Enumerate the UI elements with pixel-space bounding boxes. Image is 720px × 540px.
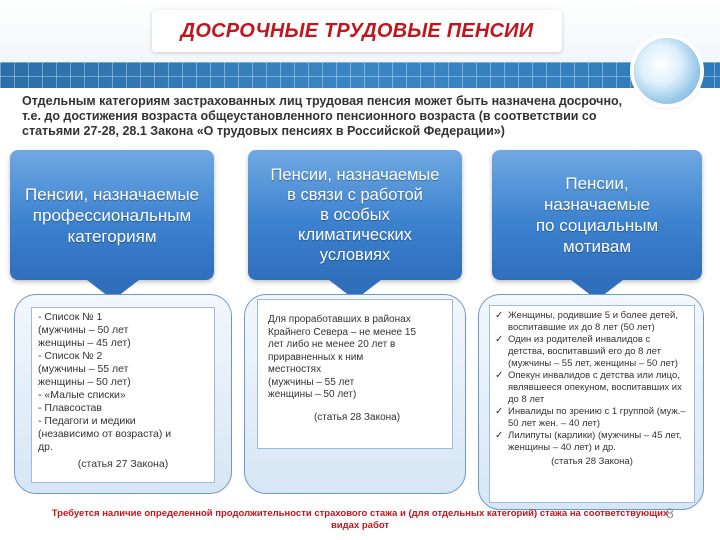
- law-reference: (статья 28 Закона): [551, 456, 633, 467]
- list-item: женщины – 50 лет): [268, 389, 357, 400]
- intro-line: Отдельным категориям застрахованных лиц трудовая пенсия может быть назначена досрочно,: [22, 94, 623, 108]
- list-item: - «Малые списки»: [38, 389, 126, 401]
- page-number: 8: [666, 505, 674, 521]
- list-item-text: Опекун инвалидов с детства или лицо, являвшееся опекуном, воспитавших их до 8 лет: [508, 370, 682, 405]
- list-item: Крайнего Севера – не менее 15: [268, 326, 417, 338]
- details-inner: [257, 299, 453, 449]
- list-item: приравненных к ним: [268, 351, 364, 363]
- checkmark-icon: ✓: [495, 370, 504, 381]
- title-box: [152, 10, 562, 52]
- category-line: профессиональным: [32, 205, 192, 225]
- category-line: Пенсии,: [565, 174, 629, 193]
- list-item: лет либо не менее 20 лет в: [268, 339, 396, 350]
- intro-line: т.е. до достижения возраста общеустановленного пенсионного возраста (в соответствии со: [22, 109, 597, 123]
- climatic-list: [268, 314, 446, 402]
- details-panel-social: [478, 294, 704, 510]
- list-item: Для проработавших в районах: [268, 314, 411, 325]
- category-box-social: [492, 150, 702, 280]
- list-item: - Педагоги и медики: [38, 415, 136, 427]
- slide-title: ДОСРОЧНЫЕ ТРУДОВЫЕ ПЕНСИИ: [180, 19, 534, 42]
- list-item-text: Лилипуты (карлики) (мужчины – 45 лет, женщины – 40 лет) и др.: [508, 430, 682, 453]
- list-item: [495, 334, 689, 370]
- list-item: (мужчины – 55 лет: [38, 363, 129, 375]
- header-grid-strip: [0, 62, 720, 88]
- list-item: женщины – 45 лет): [38, 337, 131, 349]
- details-inner: [489, 305, 695, 503]
- category-line: условиях: [319, 246, 391, 264]
- list-item-text: Женщины, родившие 5 и более детей, воспитавшие их до 8 лет (50 лет): [508, 310, 678, 333]
- list-item: местностях: [268, 364, 322, 375]
- list-item: (независимо от возраста) и: [38, 428, 172, 440]
- law-reference: (статья 28 Закона): [313, 411, 401, 423]
- category-line: назначаемые: [543, 195, 651, 214]
- intro-line: статьями 27-28, 28.1 Закона «О трудовых пенсиях в Российской Федерации»): [22, 124, 505, 138]
- category-line: по социальным: [535, 216, 659, 235]
- list-item: [495, 310, 689, 334]
- list-item: - Список № 2: [38, 350, 103, 362]
- list-item: [495, 430, 689, 454]
- law-reference: (статья 27 Закона): [77, 458, 169, 470]
- details-panel-climatic: [244, 294, 466, 494]
- checkmark-icon: ✓: [495, 430, 504, 441]
- category-line: Пенсии, назначаемые: [270, 166, 440, 184]
- list-item-text: Инвалиды по зрению с 1 группой (муж.– 50 лет жен. – 40 лет): [508, 406, 686, 429]
- category-box-climatic: [248, 150, 462, 280]
- checkmark-icon: ✓: [495, 406, 504, 417]
- details-inner: [31, 307, 215, 483]
- category-line: мотивам: [562, 237, 632, 256]
- category-line: в связи с работой: [287, 186, 423, 204]
- category-box-professional: [10, 150, 214, 280]
- checkmark-icon: ✓: [495, 310, 504, 321]
- list-item: (мужчины – 50 лет: [38, 324, 129, 336]
- list-item: женщины – 50 лет): [38, 376, 131, 388]
- footnote: Требуется наличие определенной продолжительности страхового стажа и (для отдельных категорий) стажа на соответствующих видах работ: [51, 508, 669, 531]
- category-line: в особых: [320, 206, 390, 224]
- intro-text: [22, 94, 698, 139]
- social-list: [495, 310, 689, 454]
- category-line: климатических: [298, 226, 412, 244]
- list-item-text: Один из родителей инвалидов с детства, воспитавший его до 8 лет (мужчины – 55 лет, женщины – 50 лет): [508, 334, 678, 369]
- category-line: Пенсии, назначаемые: [24, 184, 200, 204]
- list-item: - Список № 1: [38, 311, 103, 323]
- details-panel-professional: [14, 294, 232, 494]
- checkmark-icon: ✓: [495, 334, 504, 345]
- list-item: (мужчины – 55 лет: [268, 376, 355, 388]
- list-item: - Плавсостав: [38, 402, 102, 414]
- list-item: др.: [38, 441, 53, 453]
- category-line: категориям: [67, 226, 157, 246]
- list-item: [495, 370, 689, 406]
- professional-list: [38, 311, 208, 454]
- list-item: [495, 406, 689, 430]
